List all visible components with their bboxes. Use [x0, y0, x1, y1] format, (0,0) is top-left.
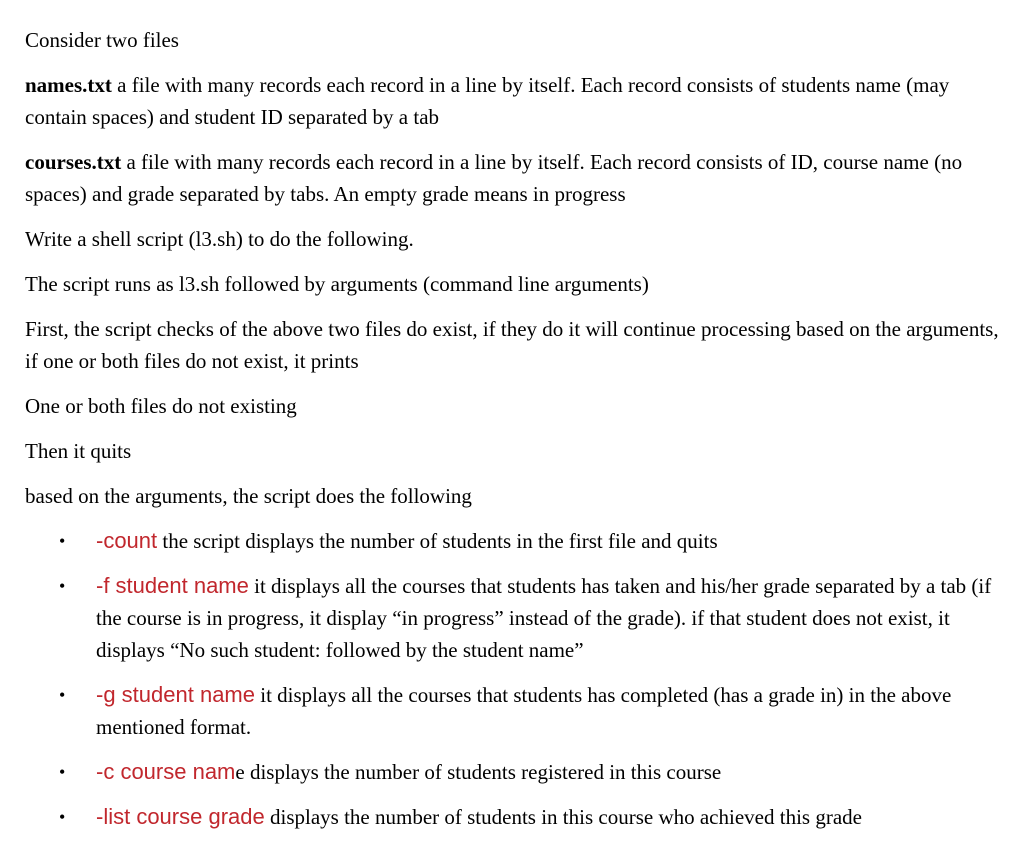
option-g-description: it displays all the courses that students has completed (has a grade in) in the above mentioned format. [96, 683, 952, 739]
run-paragraph: The script runs as l3.sh followed by arguments (command line arguments) [25, 272, 649, 296]
bullet-icon: • [59, 531, 66, 551]
option-count: -count [96, 528, 158, 553]
courses-file-name: courses.txt [25, 150, 122, 174]
option-g: -g student name [96, 682, 255, 707]
document [25, 24, 1010, 846]
option-c: -c course nam [96, 759, 236, 784]
courses-file-description: a file with many records each record in a line by itself. Each record consists of ID, course name (no spaces) and grade separated by tabs. An empty grade means in progress [25, 150, 963, 206]
option-f-description: it displays all the courses that students has taken and his/her grade separated by a tab (if the course is in progress, it display “in progress” instead of the grade). if that student does not exist, it displays “No such student: followed by the student name” [96, 574, 992, 662]
names-file-name: names.txt [25, 73, 112, 97]
names-file-description: a file with many records each record in a line by itself. Each record consists of students name (may contain spaces) and student ID separated by a tab [25, 73, 950, 129]
based-paragraph: based on the arguments, the script does the following [25, 484, 472, 508]
option-count-description: the script displays the number of students in the first file and quits [157, 529, 718, 553]
option-list-description: displays the number of students in this course who achieved this grade [264, 805, 862, 829]
option-c-description: e displays the number of students registered in this course [235, 760, 722, 784]
list-item-c [25, 756, 1010, 788]
option-f: -f student name [96, 573, 249, 598]
bullet-icon: • [59, 807, 66, 827]
task-paragraph: Write a shell script (l3.sh) to do the following. [25, 227, 414, 251]
quit-paragraph: Then it quits [25, 439, 132, 463]
list-item-f [25, 570, 1010, 666]
courses-file-paragraph [25, 146, 1010, 210]
bullet-icon: • [59, 576, 66, 596]
names-file-paragraph [25, 69, 1010, 133]
option-list: -list course grade [96, 804, 265, 829]
bullet-icon: • [59, 685, 66, 705]
check-paragraph: First, the script checks of the above two files do exist, if they do it will continue processing based on the arguments, if one or both files do not exist, it prints [25, 317, 999, 373]
intro-paragraph: Consider two files [25, 28, 179, 52]
options-list [25, 525, 1010, 833]
list-item-count [25, 525, 1010, 557]
list-item-list [25, 801, 1010, 833]
bullet-icon: • [59, 762, 66, 782]
list-item-g [25, 679, 1010, 743]
error-message-paragraph: One or both files do not existing [25, 394, 297, 418]
